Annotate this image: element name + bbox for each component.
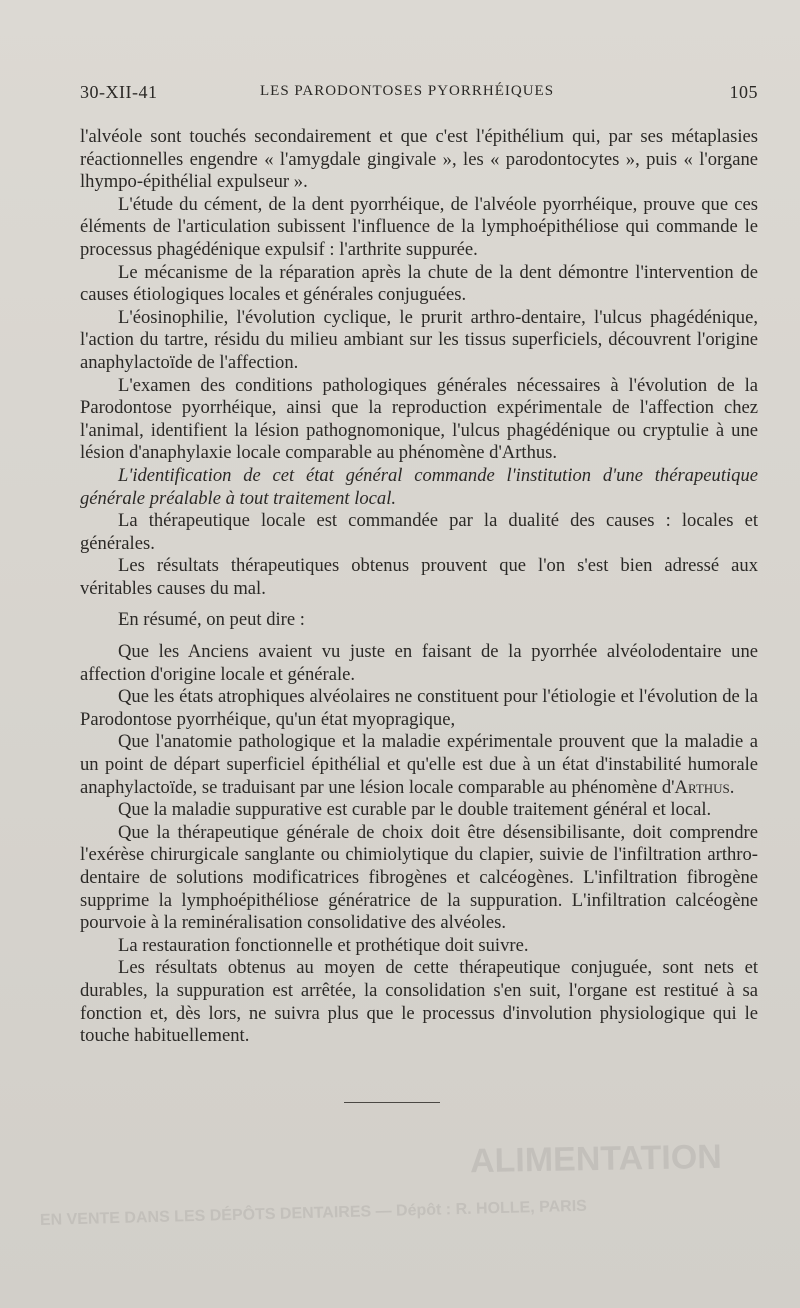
conclusion-item: La restauration fonctionnelle et prothétique doit suivre. <box>118 934 529 956</box>
paragraph: L'éosinophilie, l'évolution cyclique, le prurit arthro-dentaire, l'ulcus phagédénique, l'action du tartre, résidu du milieu ambiant sur les tissus superficiels, découvrent l'origine anaphylactoïde de l'affection. <box>80 306 758 373</box>
summary-intro: En résumé, on peut dire : <box>118 609 305 631</box>
paragraph: L'étude du cément, de la dent pyorrhéique, de l'alvéole pyorrhéique, prouve que ces éléments de l'articulation subissent l'influence de la lymphoépithéliose qui commande le processus phagédénique expulsif : l'arthrite suppurée. <box>80 193 758 260</box>
header-title: LES PARODONTOSES PYORRHÉIQUES <box>260 83 555 99</box>
body-text <box>80 126 758 1048</box>
conclusion-item: Que les états atrophiques alvéolaires ne constituent pour l'étiologie et l'évolution de la Parodontose pyorrhéique, qu'un état myopragique, <box>80 686 758 730</box>
paragraph: Les résultats thérapeutiques obtenus prouvent que l'on s'est bien adressé aux véritables causes du mal. <box>80 555 758 599</box>
page-number: 105 <box>729 82 758 102</box>
bleed-through-text: ALIMENTATION <box>469 1137 723 1181</box>
running-header <box>80 82 758 108</box>
conclusion-item <box>80 731 758 799</box>
conclusion-item: Que la maladie suppurative est curable par le double traitement général et local. <box>118 799 712 821</box>
paragraph: l'alvéole sont touchés secondairement et que c'est l'épithélium qui, par ses métaplasies réactionnelles engendre « l'amygdale gingivale », les « parodontocytes », puis « l'organe lhympo-épithélial expulseur ». <box>80 126 758 193</box>
paragraph: Le mécanisme de la réparation après la chute de la dent démontre l'intervention de causes étiologiques locales et générales conjuguées. <box>80 261 758 306</box>
arthus-name: Arthus. <box>674 776 735 798</box>
header-date: 30-XII-41 <box>80 82 158 102</box>
paragraph: La thérapeutique locale est commandée par la dualité des causes : locales et générales. <box>80 510 758 554</box>
italic-paragraph: L'identification de cet état général commande l'institution d'une thérapeutique générale préalable à tout traitement local. <box>80 464 758 509</box>
conclusion-item: Les résultats obtenus au moyen de cette thérapeutique conjuguée, sont nets et durables, la suppuration est arrêtée, la consolidation s'en suit, l'organe est restitué à sa fonction et, dès lors, ne suivra plus que le processus d'involution physiologique qui le touche habituellement. <box>80 957 758 1047</box>
conclusion-item: Que les Anciens avaient vu juste en faisant de la pyorrhée alvéolodentaire une affection d'origine locale et générale. <box>80 641 758 685</box>
conclusion-text: Que l'anatomie pathologique et la maladie expérimentale prouvent que la maladie a un point de départ superficiel épithélial et qu'elle est due à un état d'instabilité humorale anaphylactoïde, se traduisant par une lésion locale comparable au phénomène d' <box>80 731 758 798</box>
closing-rule <box>344 1102 440 1103</box>
bleed-through-footer: EN VENTE DANS LES DÉPÔTS DENTAIRES — Dépôt : R. HOLLE, PARIS <box>39 1197 588 1229</box>
conclusion-item: Que la thérapeutique générale de choix doit être désensibilisante, doit comprendre l'exérèse chirurgicale sanglante ou chimiolytique du clapier, suivie de l'infiltration arthro-dentaire de solutions modificatrices fibrogènes et calcéogènes. L'infiltration fibrogène supprime la lymphoépithéliose génératrice de la suppuration. L'infiltration calcéogène pourvoie à la reminéralisation consolidative des alvéoles. <box>80 821 758 934</box>
paragraph: L'examen des conditions pathologiques générales nécessaires à l'évolution de la Parodontose pyorrhéique, ainsi que la reproduction expérimentale de l'affection chez l'animal, identifient la lésion pathognomonique, l'ulcus phagédénique ou cryptulie à une lésion d'anaphylaxie locale comparable au phénomène d'Arthus. <box>80 374 758 464</box>
